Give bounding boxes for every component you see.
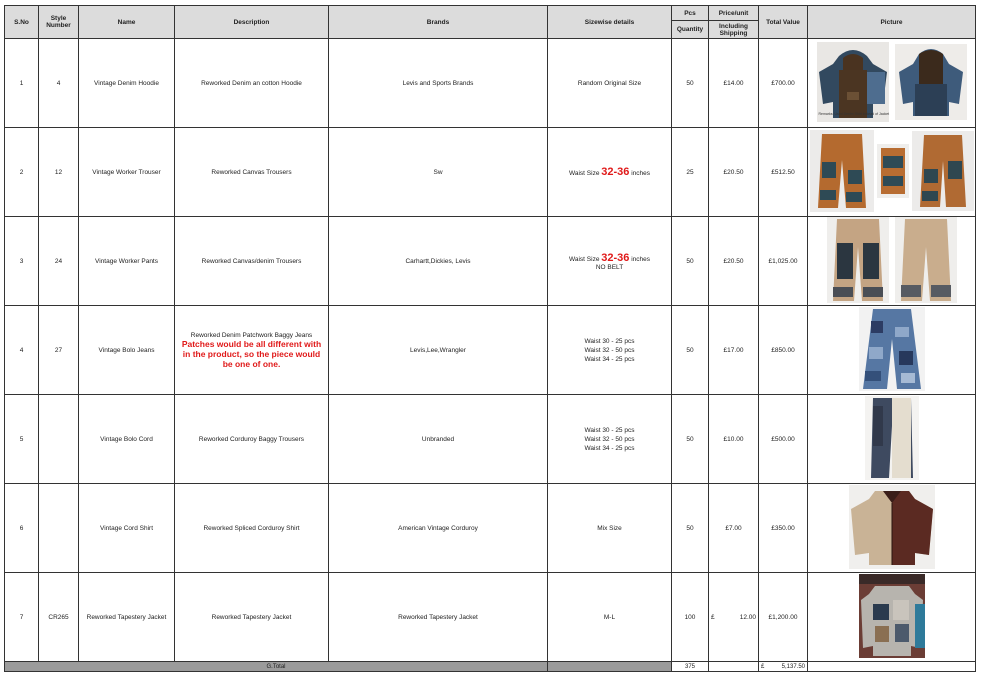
trouser-back-photo xyxy=(912,131,974,213)
size-range: 32-36 xyxy=(601,166,630,178)
cell-style xyxy=(39,484,79,573)
size-line: Waist 30 - 25 pcs xyxy=(584,337,635,345)
cell-size xyxy=(548,128,672,217)
cell-qty: 50 xyxy=(672,217,709,306)
size-suffix: inches xyxy=(631,170,651,177)
cell-brand: Levis and Sports Brands xyxy=(329,39,548,128)
cell-style: 4 xyxy=(39,39,79,128)
size-line: Waist 34 - 25 pcs xyxy=(584,355,635,363)
cell-qty: 100 xyxy=(672,573,709,662)
cell-qty: 25 xyxy=(672,128,709,217)
total-quantity: 375 xyxy=(672,662,709,672)
table-row xyxy=(5,306,976,395)
cell-name: Vintage Bolo Jeans xyxy=(79,306,175,395)
cell-qty: 50 xyxy=(672,484,709,573)
total-value: 5,137.50 xyxy=(781,663,805,670)
trouser-detail-photo xyxy=(877,144,909,200)
cell-qty: 50 xyxy=(672,306,709,395)
cell-total: £1,200.00 xyxy=(759,573,808,662)
total-blank xyxy=(709,662,759,672)
size-line: Waist 32 - 50 pcs xyxy=(584,435,635,443)
header-name: Name xyxy=(79,6,175,39)
pants-back-photo xyxy=(895,217,957,305)
cell-name: Vintage Worker Pants xyxy=(79,217,175,306)
header-price-unit: Price/unit xyxy=(709,6,759,21)
cell-style: 24 xyxy=(39,217,79,306)
header-sno: S.No xyxy=(5,6,39,39)
cell-sno: 4 xyxy=(5,306,39,395)
cell-description: Reworked Canvas Trousers xyxy=(175,128,329,217)
hoodie-photo xyxy=(817,42,889,124)
cell-style: 27 xyxy=(39,306,79,395)
table-row xyxy=(5,39,976,128)
cell-brand: Sw xyxy=(329,128,548,217)
cell-brand: Carhartt,Dickies, Levis xyxy=(329,217,548,306)
size-prefix: Waist Size xyxy=(568,170,600,177)
table-row xyxy=(5,217,976,306)
cord-trousers-photo xyxy=(865,396,919,482)
table-row xyxy=(5,484,976,573)
price-amount: 12.00 xyxy=(739,613,756,621)
cell-style: 12 xyxy=(39,128,79,217)
cell-description: Reworked Tapestery Jacket xyxy=(175,573,329,662)
total-symbol: £ xyxy=(761,663,765,670)
size-prefix: Waist Size xyxy=(568,255,600,263)
hoodie-back-photo xyxy=(895,44,967,122)
cell-sno: 5 xyxy=(5,395,39,484)
cell-size: Random Original Size xyxy=(548,39,672,128)
cord-shirt-photo xyxy=(849,485,935,571)
total-picture-blank xyxy=(808,662,976,672)
header-description: Description xyxy=(175,6,329,39)
cell-name: Vintage Bolo Cord xyxy=(79,395,175,484)
cell-qty: 50 xyxy=(672,395,709,484)
size-line: Waist 30 - 25 pcs xyxy=(584,426,635,434)
cell-total: £850.00 xyxy=(759,306,808,395)
cell-picture xyxy=(808,395,976,484)
cell-total: £700.00 xyxy=(759,39,808,128)
size-range: 32-36 xyxy=(601,251,630,264)
header-including-shipping: Including Shipping xyxy=(709,21,759,39)
cell-price: £20.50 xyxy=(709,217,759,306)
pants-front-photo xyxy=(827,217,889,305)
cell-style xyxy=(39,395,79,484)
cell-sno: 7 xyxy=(5,573,39,662)
price-symbol: £ xyxy=(711,613,715,621)
cell-qty: 50 xyxy=(672,39,709,128)
total-spacer xyxy=(548,662,672,672)
tapestry-jacket-photo xyxy=(859,574,925,660)
cell-sno: 6 xyxy=(5,484,39,573)
description-text: Reworked Denim Patchwork Baggy Jeans xyxy=(190,331,313,339)
trouser-photo xyxy=(810,130,874,214)
cell-price: £10.00 xyxy=(709,395,759,484)
cell-total: £1,025.00 xyxy=(759,217,808,306)
cell-brand: American Vintage Corduroy xyxy=(329,484,548,573)
cell-total: £350.00 xyxy=(759,484,808,573)
total-value-cell xyxy=(759,662,808,672)
size-note: NO BELT xyxy=(595,263,624,271)
cell-size: Mix Size xyxy=(548,484,672,573)
cell-picture xyxy=(808,217,976,306)
size-line: Waist 32 - 50 pcs xyxy=(584,346,635,354)
cell-total: £500.00 xyxy=(759,395,808,484)
cell-picture xyxy=(808,306,976,395)
cell-name: Vintage Cord Shirt xyxy=(79,484,175,573)
cell-size xyxy=(548,395,672,484)
cell-price: £7.00 xyxy=(709,484,759,573)
header-total-value: Total Value xyxy=(759,6,808,39)
size-line: Waist 34 - 25 pcs xyxy=(584,444,635,452)
cell-picture xyxy=(808,128,976,217)
cell-picture xyxy=(808,484,976,573)
cell-size xyxy=(548,306,672,395)
cell-description xyxy=(175,306,329,395)
order-sheet-table xyxy=(4,5,976,672)
grand-total-label: G.Total xyxy=(5,662,548,672)
header-picture: Picture xyxy=(808,6,976,39)
picture-remark: Remarks: Used Denim Shirt instead of Jacket xyxy=(818,112,890,116)
cell-sno: 1 xyxy=(5,39,39,128)
cell-description: Reworked Canvas/denim Trousers xyxy=(175,217,329,306)
cell-price: £20.50 xyxy=(709,128,759,217)
header-pcs: Pcs xyxy=(672,6,709,21)
header-style-number: Style Number xyxy=(39,6,79,39)
cell-brand: Levis,Lee,Wrangler xyxy=(329,306,548,395)
description-note: Patches would be all different with in the product, so the piece would be one of one. xyxy=(181,338,322,369)
cell-brand: Reworked Tapestery Jacket xyxy=(329,573,548,662)
cell-picture xyxy=(808,573,976,662)
header-sizewise: Sizewise details xyxy=(548,6,672,39)
size-suffix: inches xyxy=(631,255,651,263)
table-row xyxy=(5,395,976,484)
cell-price xyxy=(709,573,759,662)
cell-name: Vintage Denim Hoodie xyxy=(79,39,175,128)
header-brands: Brands xyxy=(329,6,548,39)
header-quantity: Quantity xyxy=(672,21,709,39)
cell-name: Vintage Worker Trouser xyxy=(79,128,175,217)
cell-sno: 3 xyxy=(5,217,39,306)
cell-picture xyxy=(808,39,976,128)
cell-style: CR265 xyxy=(39,573,79,662)
jeans-photo xyxy=(859,307,925,393)
cell-description: Reworked Denim an cotton Hoodie xyxy=(175,39,329,128)
cell-description: Reworked Spliced Corduroy Shirt xyxy=(175,484,329,573)
cell-description: Reworked Corduroy Baggy Trousers xyxy=(175,395,329,484)
cell-price: £17.00 xyxy=(709,306,759,395)
cell-brand: Unbranded xyxy=(329,395,548,484)
cell-total: £512.50 xyxy=(759,128,808,217)
table-row xyxy=(5,128,976,217)
table-row xyxy=(5,573,976,662)
cell-price: £14.00 xyxy=(709,39,759,128)
cell-size xyxy=(548,217,672,306)
cell-size: M-L xyxy=(548,573,672,662)
grand-total-row xyxy=(5,662,976,672)
cell-name: Reworked Tapestery Jacket xyxy=(79,573,175,662)
cell-sno: 2 xyxy=(5,128,39,217)
